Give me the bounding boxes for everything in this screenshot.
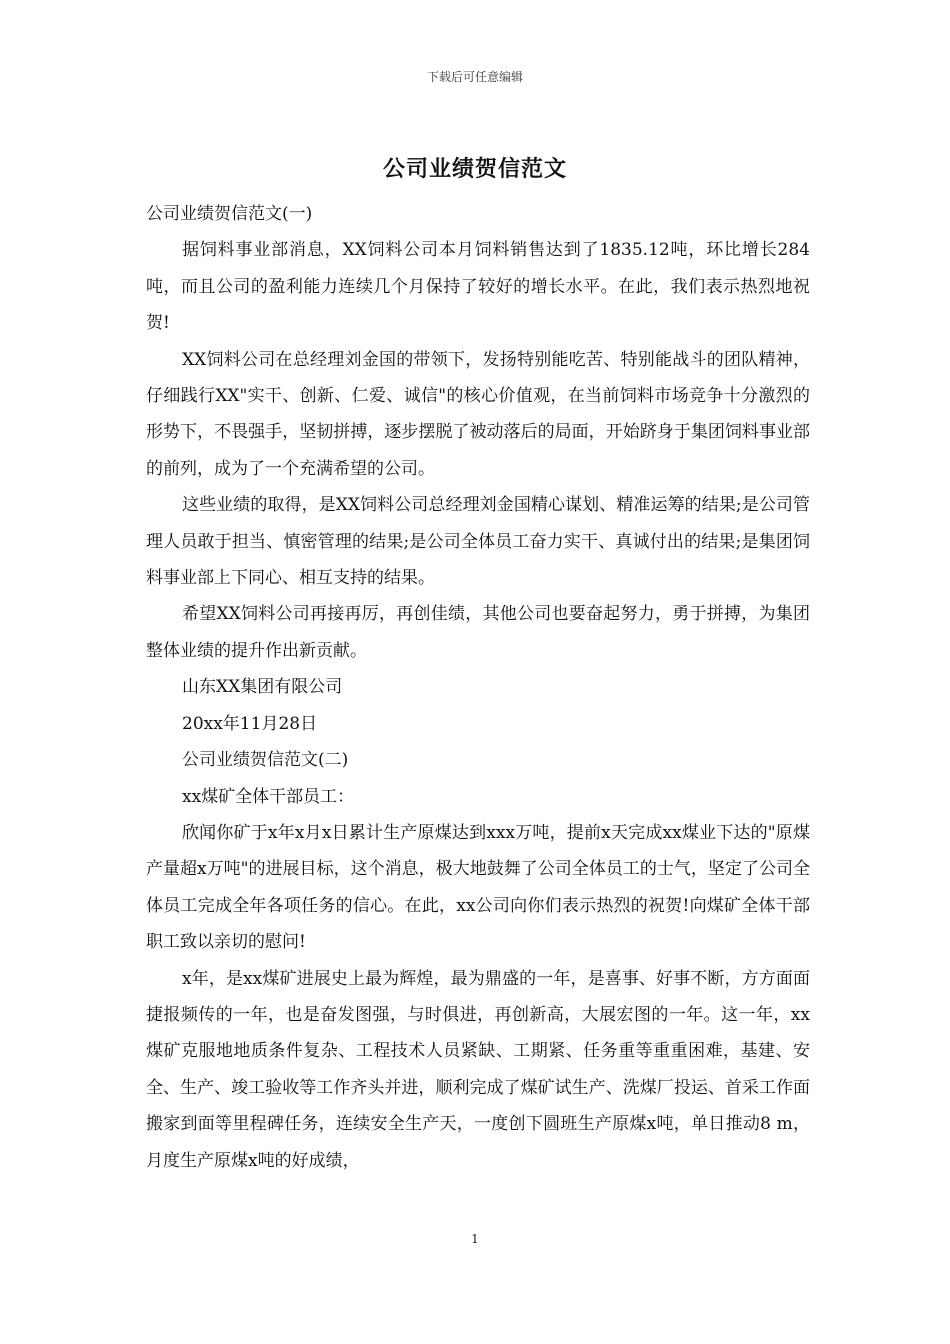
signature-company: 山东XX集团有限公司 (182, 677, 343, 698)
signature-date: 20xx年11月28日 (182, 713, 318, 734)
paragraph: XX饲料公司在总经理刘金国的带领下，发扬特别能吃苦、特别能战斗的团队精神，仔细践行XX"实干、创新、仁爱、诚信"的核心价值观，在当前饲料市场竞争十分激烈的形势下，不畏强手，坚韧拼搏，逐步摆脱了被动落后的局面，开始跻身于集团饲料事业部的前列，成为了一个充满希望的公司。 (146, 349, 810, 479)
paragraph: 欣闻你矿于x年x月x日累计生产原煤达到xxx万吨，提前x天完成xx煤业下达的"原煤产量超x万吨"的进展目标，这个消息，极大地鼓舞了公司全体员工的士气，坚定了公司全体员工完成全年各项任务的信心。在此，xx公司向你们表示热烈的祝贺!向煤矿全体干部职工致以亲切的慰问! (146, 822, 810, 953)
paragraph: x年，是xx煤矿进展史上最为辉煌，最为鼎盛的一年，是喜事、好事不断，方方面面捷报频传的一年，也是奋发图强，与时俱进，再创新高，大展宏图的一年。这一年，xx煤矿克服地地质条件复杂、工程技术人员紧缺、工期紧、任务重等重重困难，基建、安全、生产、竣工验收等工作齐头并进，顺利完成了煤矿试生产、洗煤厂投运、首采工作面搬家到面等里程碑任务，连续安全生产天，一度创下圆班生产原煤x吨，单日推动8 m，月度生产原煤x吨的好成绩， (146, 968, 810, 1171)
page-header-note: 下载后可任意编辑 (426, 70, 523, 84)
section-2-title: 公司业绩贺信范文(二) (182, 750, 349, 771)
page-number: 1 (471, 1232, 479, 1246)
paragraph: 希望XX饲料公司再接再厉，再创佳绩，其他公司也要奋起努力，勇于拼搏，为集团整体业绩的提升作出新贡献。 (146, 604, 810, 661)
document-body (146, 196, 810, 1179)
document-title: 公司业绩贺信范文 (382, 157, 567, 182)
salutation: xx煤矿全体干部员工： (182, 786, 355, 807)
section-1-title: 公司业绩贺信范文(一) (146, 204, 313, 224)
paragraph: 据饲料事业部消息，XX饲料公司本月饲料销售达到了1835.12吨，环比增长284吨，而且公司的盈利能力连续几个月保持了较好的增长水平。在此，我们表示热烈地祝贺! (146, 240, 810, 334)
paragraph: 这些业绩的取得，是XX饲料公司总经理刘金国精心谋划、精准运筹的结果;是公司管理人员敢于担当、慎密管理的结果;是公司全体员工奋力实干、真诚付出的结果;是集团饲料事业部上下同心、相互支持的结果。 (146, 495, 810, 589)
